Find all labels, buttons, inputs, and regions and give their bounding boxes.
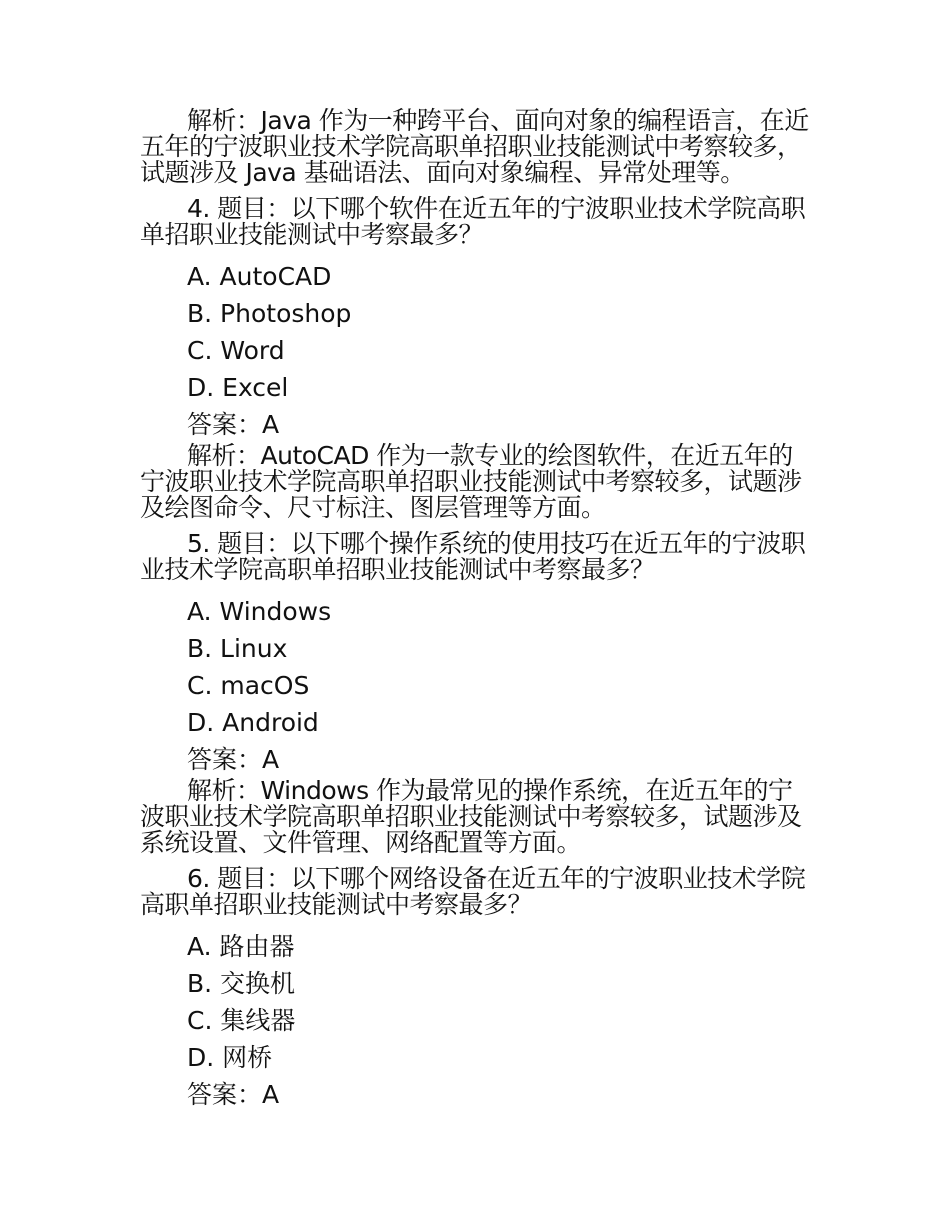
question-6-option-c: C. 集线器 — [187, 1006, 296, 1035]
question-6 — [140, 866, 815, 1113]
question-4 — [140, 196, 815, 521]
analysis-paragraph-java: 解析：Java 作为一种跨平台、面向对象的编程语言，在近五年的宁波职业技术学院高职单招职业技能测试中考察较多，试题涉及 Java 基础语法、面向对象编程、异常处理等。 — [140, 106, 809, 187]
spacer — [140, 583, 815, 593]
question-4-option-c: C. Word — [187, 336, 285, 365]
question-5-text: 5. 题目：以下哪个操作系统的使用技巧在近五年的宁波职业技术学院高职单招职业技能测试中考察最多？ — [140, 529, 806, 584]
question-5-option-a: A. Windows — [187, 597, 332, 626]
question-4-option-d: D. Excel — [187, 373, 289, 402]
question-4-option-b: B. Photoshop — [187, 299, 352, 328]
question-4-option-a: A. AutoCAD — [187, 262, 332, 291]
question-4-answer: 答案：A — [187, 410, 280, 439]
question-5-answer: 答案：A — [187, 745, 280, 774]
question-4-text: 4. 题目：以下哪个软件在近五年的宁波职业技术学院高职单招职业技能测试中考察最多？ — [140, 194, 806, 249]
question-6-option-b: B. 交换机 — [187, 969, 296, 998]
spacer — [140, 918, 815, 928]
question-5-option-c: C. macOS — [187, 671, 310, 700]
question-5-analysis: 解析：Windows 作为最常见的操作系统，在近五年的宁波职业技术学院高职单招职业技能测试中考察较多，试题涉及系统设置、文件管理、网络配置等方面。 — [140, 776, 802, 857]
question-5-option-b: B. Linux — [187, 634, 288, 663]
question-6-option-d: D. 网桥 — [187, 1043, 273, 1072]
question-6-answer: 答案：A — [187, 1080, 280, 1109]
spacer — [140, 248, 815, 258]
question-6-text: 6. 题目：以下哪个网络设备在近五年的宁波职业技术学院高职单招职业技能测试中考察最多？ — [140, 864, 806, 919]
question-5-option-d: D. Android — [187, 708, 319, 737]
question-4-analysis: 解析：AutoCAD 作为一款专业的绘图软件，在近五年的宁波职业技术学院高职单招职业技能测试中考察较多，试题涉及绘图命令、尺寸标注、图层管理等方面。 — [140, 441, 802, 522]
question-5 — [140, 531, 815, 856]
question-6-option-a: A. 路由器 — [187, 932, 295, 961]
document-content — [140, 108, 815, 1113]
